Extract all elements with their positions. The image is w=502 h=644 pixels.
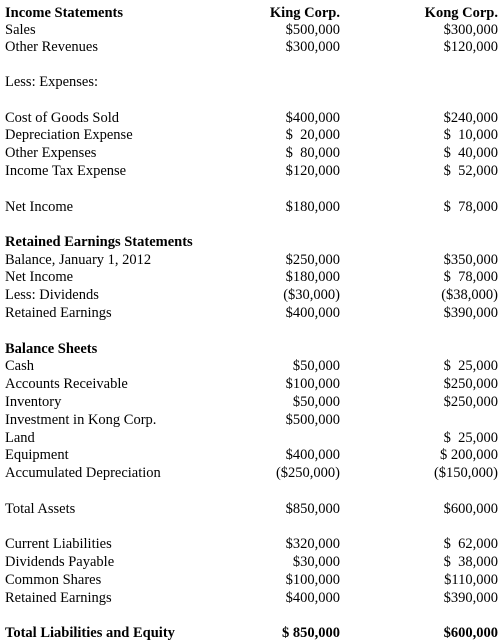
row-label: Investment in Kong Corp. (5, 412, 157, 428)
king-value: $ 80,000 (285, 145, 340, 161)
row-label: Current Liabilities (5, 536, 112, 552)
row-label: Dividends Payable (5, 554, 115, 570)
kong-value: $ 40,000 (443, 145, 498, 161)
kong-value: $ 25,000 (443, 358, 498, 374)
row-label: Other Expenses (5, 145, 97, 161)
balance-sheets-heading: Balance Sheets (5, 341, 98, 357)
row-label: Sales (5, 22, 36, 38)
kong-value: $ 10,000 (443, 127, 498, 143)
kong-value: $ 78,000 (443, 269, 498, 285)
accumulated-depreciation-row (0, 464, 502, 482)
header-row (0, 4, 502, 22)
kong-value: $ 78,000 (443, 199, 498, 215)
current-liabilities-row (0, 535, 502, 553)
king-value: $50,000 (292, 358, 340, 374)
retained-earnings-statements-heading: Retained Earnings Statements (5, 234, 193, 250)
row-label: Equipment (5, 447, 69, 463)
row-label: Net Income (5, 269, 74, 285)
equipment-row (0, 446, 502, 464)
kong-value: $350,000 (443, 252, 498, 268)
kong-value: $ 38,000 (443, 554, 498, 570)
less-expenses-row (0, 73, 502, 91)
common-shares-row (0, 571, 502, 589)
depreciation-expense-row (0, 126, 502, 144)
king-value: $400,000 (285, 110, 340, 126)
row-label: Retained Earnings (5, 305, 112, 321)
bs-retained-earnings-row (0, 589, 502, 607)
other-revenues-row (0, 38, 502, 56)
king-value: $180,000 (285, 199, 340, 215)
row-label: Total Liabilities and Equity (5, 625, 175, 641)
king-value: $400,000 (285, 590, 340, 606)
row-label: Cash (5, 358, 34, 374)
king-value: $400,000 (285, 447, 340, 463)
king-value: ($250,000) (275, 465, 340, 481)
row-label: Retained Earnings (5, 590, 112, 606)
kong-value: $390,000 (443, 590, 498, 606)
king-value: $500,000 (285, 412, 340, 428)
re-retained-earnings-row (0, 304, 502, 322)
cash-row (0, 357, 502, 375)
row-label: Net Income (5, 199, 74, 215)
income-tax-expense-row (0, 162, 502, 180)
row-label: Cost of Goods Sold (5, 110, 120, 126)
king-value: $180,000 (285, 269, 340, 285)
king-value: $400,000 (285, 305, 340, 321)
king-value: $ 850,000 (282, 625, 340, 641)
kong-value: $ 52,000 (443, 163, 498, 179)
accounts-receivable-row (0, 375, 502, 393)
row-label: Income Tax Expense (5, 163, 127, 179)
king-value: $300,000 (285, 39, 340, 55)
king-value: $ 20,000 (285, 127, 340, 143)
row-label: Accumulated Depreciation (5, 465, 161, 481)
re-net-income-row (0, 268, 502, 286)
king-value: $120,000 (285, 163, 340, 179)
row-label: Accounts Receivable (5, 376, 128, 392)
kong-corp-column-header: Kong Corp. (424, 5, 498, 21)
kong-value: $ 62,000 (443, 536, 498, 552)
king-value: $850,000 (285, 501, 340, 517)
total-liabilities-and-equity-row (0, 624, 502, 642)
kong-value: $600,000 (443, 501, 498, 517)
kong-value: $600,000 (443, 625, 498, 641)
kong-value: $ 200,000 (440, 447, 498, 463)
kong-value: $240,000 (443, 110, 498, 126)
row-label: Balance, January 1, 2012 (5, 252, 152, 268)
balance-sheets-heading-row (0, 340, 502, 358)
kong-value: $250,000 (443, 394, 498, 410)
kong-value: ($150,000) (433, 465, 498, 481)
land-row (0, 429, 502, 447)
net-income-row (0, 198, 502, 216)
king-value: ($30,000) (283, 287, 340, 303)
kong-value: $300,000 (443, 22, 498, 38)
king-corp-column-header: King Corp. (269, 5, 340, 21)
row-label: Other Revenues (5, 39, 99, 55)
king-value: $320,000 (285, 536, 340, 552)
investment-in-kong-row (0, 411, 502, 429)
row-label: Land (5, 430, 35, 446)
row-label: Total Assets (5, 501, 76, 517)
row-label: Common Shares (5, 572, 102, 588)
other-expenses-row (0, 144, 502, 162)
balance-jan-1-row (0, 251, 502, 269)
king-value: $100,000 (285, 376, 340, 392)
row-label: Inventory (5, 394, 62, 410)
king-value: $30,000 (292, 554, 340, 570)
kong-value: ($38,000) (441, 287, 498, 303)
king-value: $50,000 (292, 394, 340, 410)
kong-value: $390,000 (443, 305, 498, 321)
row-label: Less: Dividends (5, 287, 99, 303)
kong-value: $110,000 (444, 572, 498, 588)
kong-value: $120,000 (443, 39, 498, 55)
king-value: $100,000 (285, 572, 340, 588)
income-statements-heading: Income Statements (5, 5, 123, 21)
row-label: Depreciation Expense (5, 127, 133, 143)
dividends-payable-row (0, 553, 502, 571)
retained-earnings-statements-heading-row (0, 233, 502, 251)
king-value: $500,000 (285, 22, 340, 38)
kong-value: $ 25,000 (443, 430, 498, 446)
row-label: Less: Expenses: (5, 74, 99, 90)
inventory-row (0, 393, 502, 411)
cost-of-goods-sold-row (0, 109, 502, 127)
total-assets-row (0, 500, 502, 518)
less-dividends-row (0, 286, 502, 304)
king-value: $250,000 (285, 252, 340, 268)
sales-row (0, 21, 502, 39)
kong-value: $250,000 (443, 376, 498, 392)
